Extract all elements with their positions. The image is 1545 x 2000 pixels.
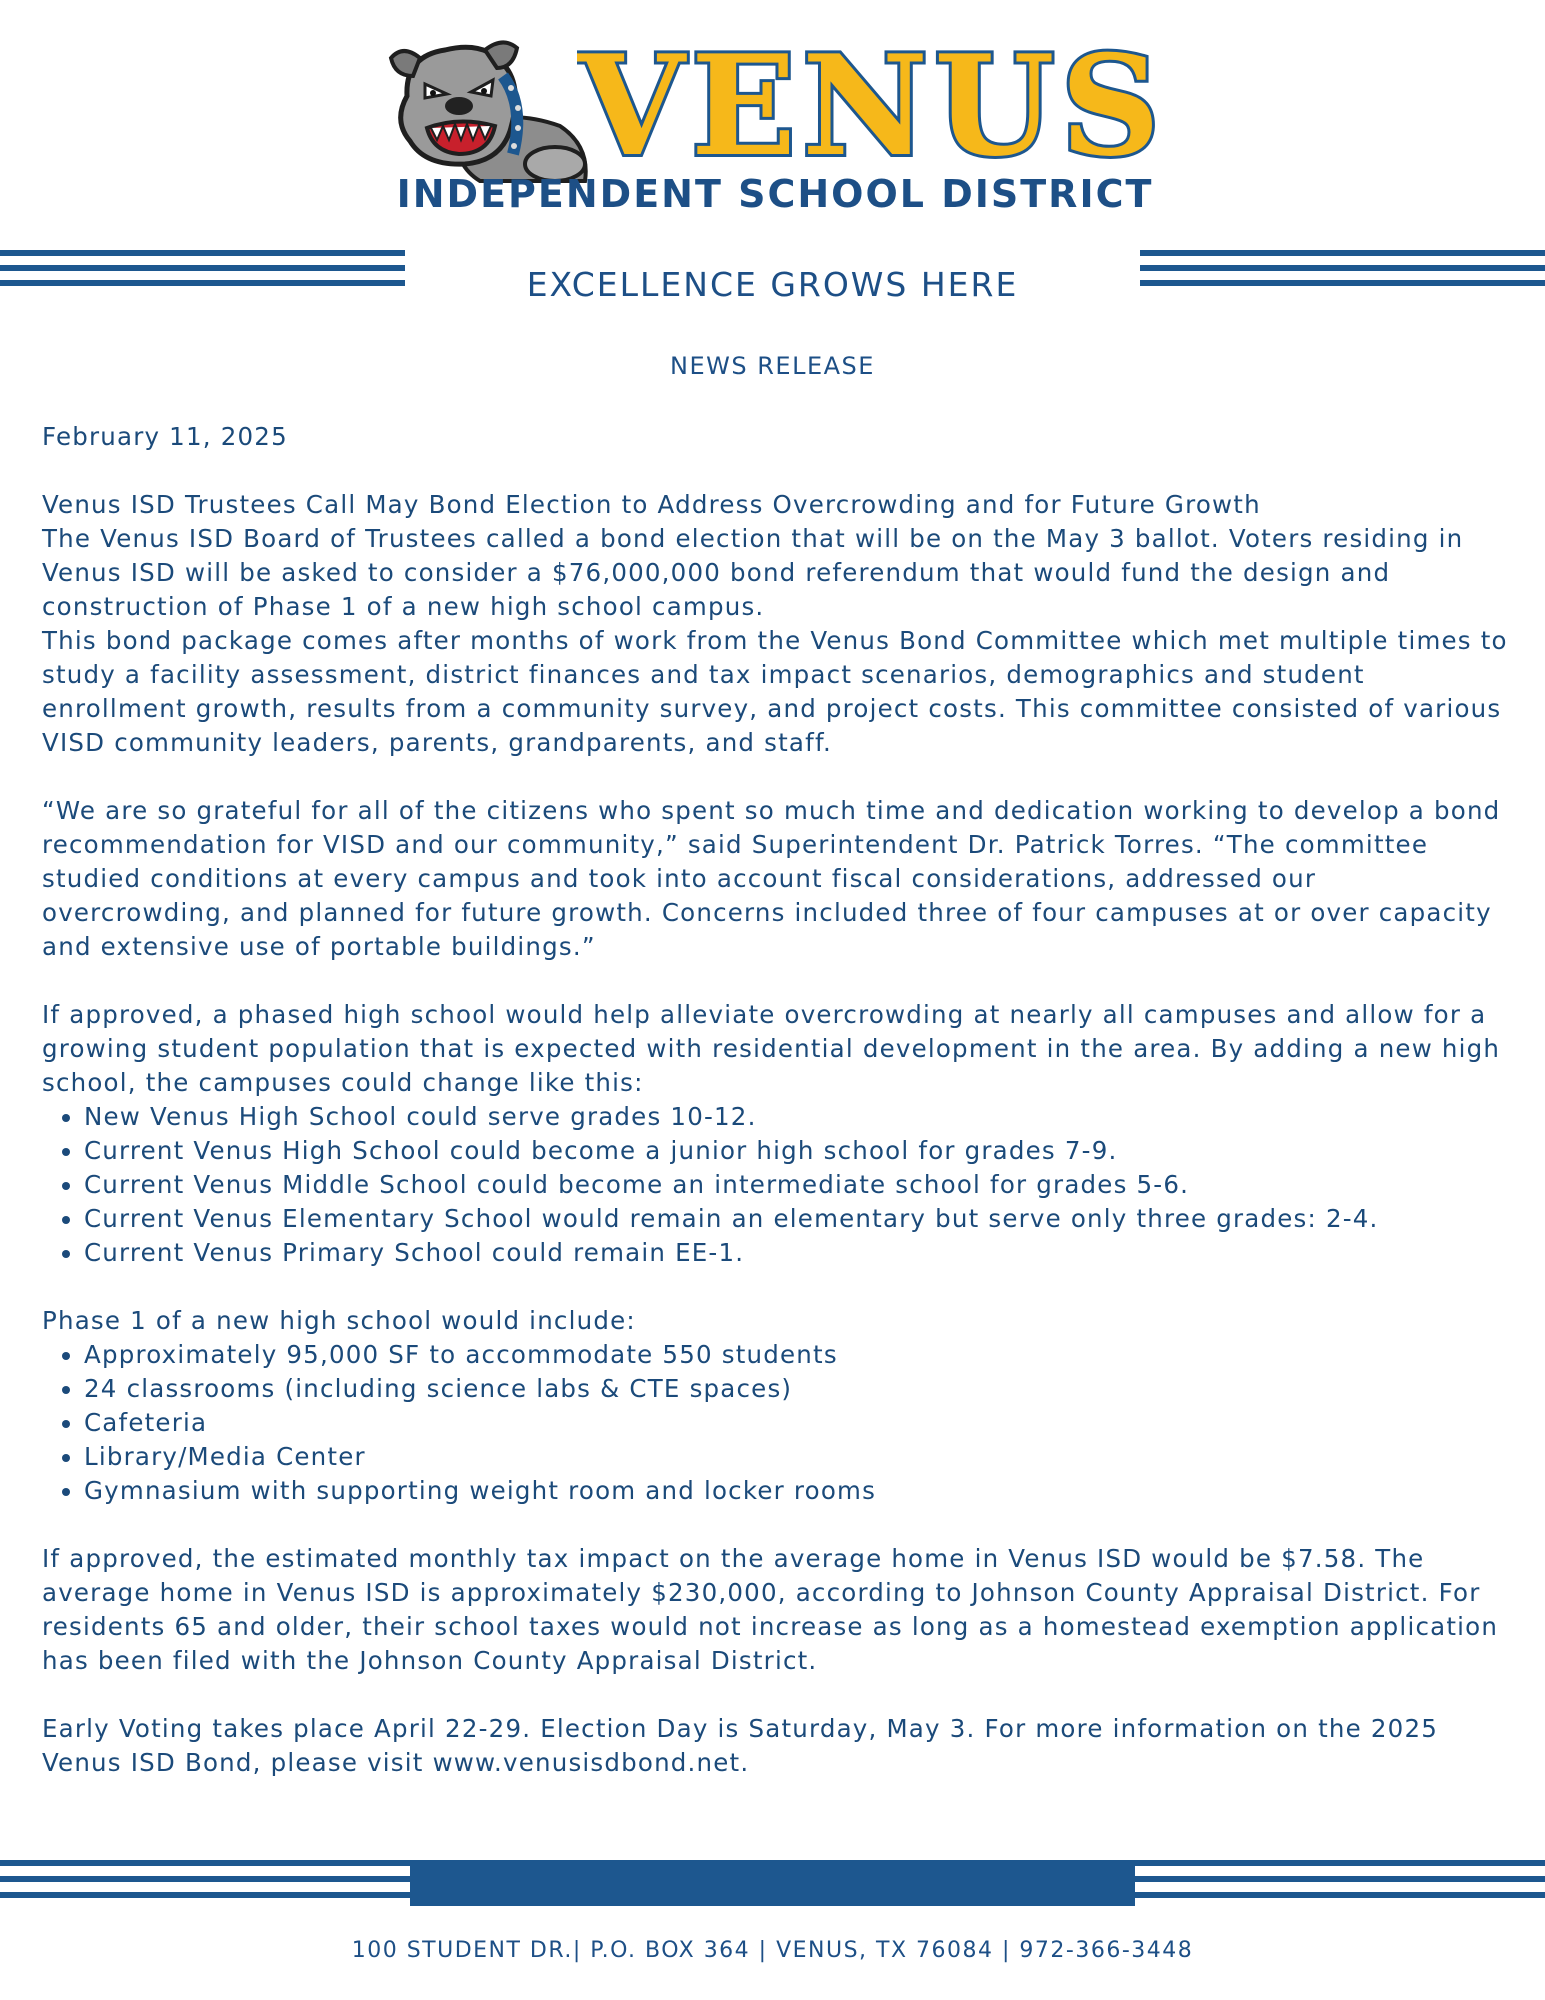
- paragraph-bond-election: The Venus ISD Board of Trustees called a bond election that will be on the May 3 ballot. Voters residing in Venus ISD will be asked to consider a $76,000,000 bond referendum that would fund the design and construction of Phase 1 of a new high school campus.: [42, 524, 1464, 621]
- paragraph-bond-committee: This bond package comes after months of work from the Venus Bond Committee which met multiple times to study a facility assessment, district finances and tax impact scenarios, demographics and student enrollment growth, results from a community survey, and project costs. This committee consisted of various VISD community leaders, parents, grandparents, and staff.: [42, 626, 1508, 757]
- footer-stripes-left: [0, 1860, 410, 1908]
- logo-wordmark-text: VENUS: [577, 30, 1167, 180]
- article-body: [42, 420, 1512, 1780]
- release-date: February 11, 2025: [42, 422, 288, 451]
- paragraph-voting-info: Early Voting takes place April 22-29. Election Day is Saturday, May 3. For more information on the 2025 Venus ISD Bond, please visit www.venusisdbond.net.: [42, 1714, 1439, 1777]
- venus-wordmark: [577, 30, 1167, 180]
- bulldog-mascot-icon: [385, 36, 595, 184]
- list-item: • Approximately 95,000 SF to accommodate 550 students: [84, 1338, 1512, 1372]
- paragraph-tax-impact: If approved, the estimated monthly tax impact on the average home in Venus ISD would be $7.58. The average home in Venus ISD is approximately $230,000, according to Johnson County Appraisal District. For residents 65 and older, their school taxes would not increase as long as a homestead exemption application has been filed with the Johnson County Appraisal District.: [42, 1544, 1499, 1675]
- list-item: • Current Venus Elementary School would remain an elementary but serve only three grades: 2-4.: [84, 1202, 1512, 1236]
- list-item: • Gymnasium with supporting weight room and locker rooms: [84, 1474, 1512, 1508]
- logo-subtitle: INDEPENDENT SCHOOL DISTRICT: [396, 172, 1154, 216]
- footer-bar: [410, 1860, 1135, 1906]
- footer-stripes-right: [1135, 1860, 1545, 1908]
- district-logo: [385, 30, 1167, 216]
- campus-changes-list: [42, 1100, 1512, 1270]
- superintendent-quote: “We are so grateful for all of the citizens who spent so much time and dedication working to develop a bond recommendation for VISD and our community,” said Superintendent Dr. Patrick Torres. “The committee studied conditions at every campus and took into account fiscal considerations, addressed our overcrowding, and planned for future growth. Concerns included three of four campuses at or over capacity and extensive use of portable buildings.”: [42, 796, 1501, 961]
- list-item: • New Venus High School could serve grades 10-12.: [84, 1100, 1512, 1134]
- phase-one-intro: Phase 1 of a new high school would include:: [42, 1306, 636, 1335]
- news-release-label: NEWS RELEASE: [670, 352, 875, 380]
- list-item: • Cafeteria: [84, 1406, 1512, 1440]
- paragraph-phased-high-school: If approved, a phased high school would help alleviate overcrowding at nearly all campuses and allow for a growing student population that is expected with residential development in the area. By adding a new high school, the campuses could change like this:: [42, 1000, 1501, 1097]
- phase-one-list: [42, 1338, 1512, 1508]
- tagline: EXCELLENCE GROWS HERE: [526, 265, 1019, 304]
- list-item: • Current Venus Primary School could remain EE-1.: [84, 1236, 1512, 1270]
- footer-address: 100 STUDENT DR.| P.O. BOX 364 | VENUS, TX 76084 | 972-366-3448: [351, 1938, 1194, 1963]
- list-item: • 24 classrooms (including science labs & CTE spaces): [84, 1372, 1512, 1406]
- article-headline: Venus ISD Trustees Call May Bond Election to Address Overcrowding and for Future Growth: [42, 490, 1261, 519]
- list-item: • Library/Media Center: [84, 1440, 1512, 1474]
- list-item: • Current Venus High School could become a junior high school for grades 7-9.: [84, 1134, 1512, 1168]
- list-item: • Current Venus Middle School could become an intermediate school for grades 5-6.: [84, 1168, 1512, 1202]
